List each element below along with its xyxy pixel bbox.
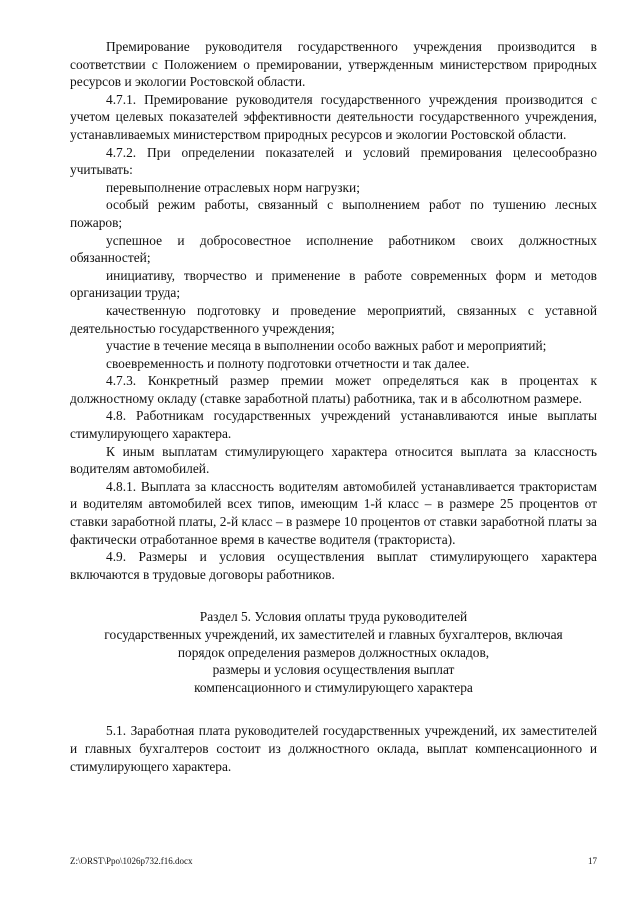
section-heading-line: порядок определения размеров должностных окладов, bbox=[177, 644, 490, 660]
paragraph-4-7-2: 4.7.2. При определении показателей и условий премирования целесообразно учитывать: bbox=[70, 144, 597, 178]
document-body bbox=[70, 38, 597, 775]
list-item-reporting: своевременность и полноту подготовки отчетности и так далее. bbox=[106, 355, 470, 371]
paragraph-4-8-1: 4.8.1. Выплата за классность водителям автомобилей устанавливается трактористам и водителям автомобилей всех типов, имеющим 1-й класс – в размере 25 процентов от ставки заработной платы, 2-й класс – в размере 10 процентов от ставки заработной платы за фактически отработанное время в качестве водителя (тракториста). bbox=[70, 478, 597, 547]
list-item-norm-overfulfillment: перевыполнение отраслевых норм нагрузки; bbox=[106, 179, 360, 195]
paragraph-4-9: 4.9. Размеры и условия осуществления выплат стимулирующего характера включаются в трудовые договоры работников. bbox=[70, 549, 597, 582]
section-heading-line: Раздел 5. Условия оплаты труда руководителей bbox=[199, 609, 468, 625]
list-item-diligent-performance: успешное и добросовестное исполнение работником своих должностных обязанностей; bbox=[70, 232, 597, 266]
paragraph-4-7-1: 4.7.1. Премирование руководителя государственного учреждения производится с учетом целевых показателей эффективности деятельности государственного учреждения, устанавливаемых министерством природных ресурсов и экологии Ростовской области. bbox=[70, 91, 597, 142]
paragraph-premirovanie-intro: Премирование руководителя государственного учреждения производится в соответствии с Положением о премировании, утвержденным министерством природных ресурсов и экологии Ростовской области. bbox=[70, 39, 597, 90]
section-heading-line: размеры и условия осуществления выплат bbox=[212, 662, 455, 678]
paragraph-other-payments: К иным выплатам стимулирующего характера относится выплата за классность водителям автомобилей. bbox=[70, 443, 597, 477]
paragraph-4-7-3: 4.7.3. Конкретный размер премии может определяться как в процентах к должностному окладу (ставке заработной платы) работника, так и в абсолютном размере. bbox=[70, 373, 597, 406]
paragraph-5-1: 5.1. Заработная плата руководителей государственных учреждений, их заместителей и главных бухгалтеров состоит из должностного оклада, выплат компенсационного и стимулирующего характера. bbox=[70, 723, 597, 774]
section-heading-line: компенсационного и стимулирующего характера bbox=[194, 679, 473, 695]
list-item-event-preparation: качественную подготовку и проведение мероприятий, связанных с уставной деятельностью государственного учреждения; bbox=[70, 302, 597, 336]
footer-page-number: 17 bbox=[588, 856, 597, 866]
footer-file-path: Z:\ORST\Ppo\1026p732.f16.docx bbox=[70, 856, 193, 866]
paragraph-4-8: 4.8. Работникам государственных учреждений устанавливаются иные выплаты стимулирующего характера. bbox=[70, 408, 597, 442]
list-item-important-works: участие в течение месяца в выполнении особо важных работ и мероприятий; bbox=[106, 338, 547, 354]
list-item-special-regime: особый режим работы, связанный с выполнением работ по тушению лесных пожаров; bbox=[70, 197, 597, 230]
section-heading-line: государственных учреждений, их заместителей и главных бухгалтеров, включая bbox=[104, 627, 563, 642]
section-5-heading bbox=[70, 608, 597, 696]
list-item-initiative: инициативу, творчество и применение в работе современных форм и методов организации труда; bbox=[70, 267, 597, 301]
